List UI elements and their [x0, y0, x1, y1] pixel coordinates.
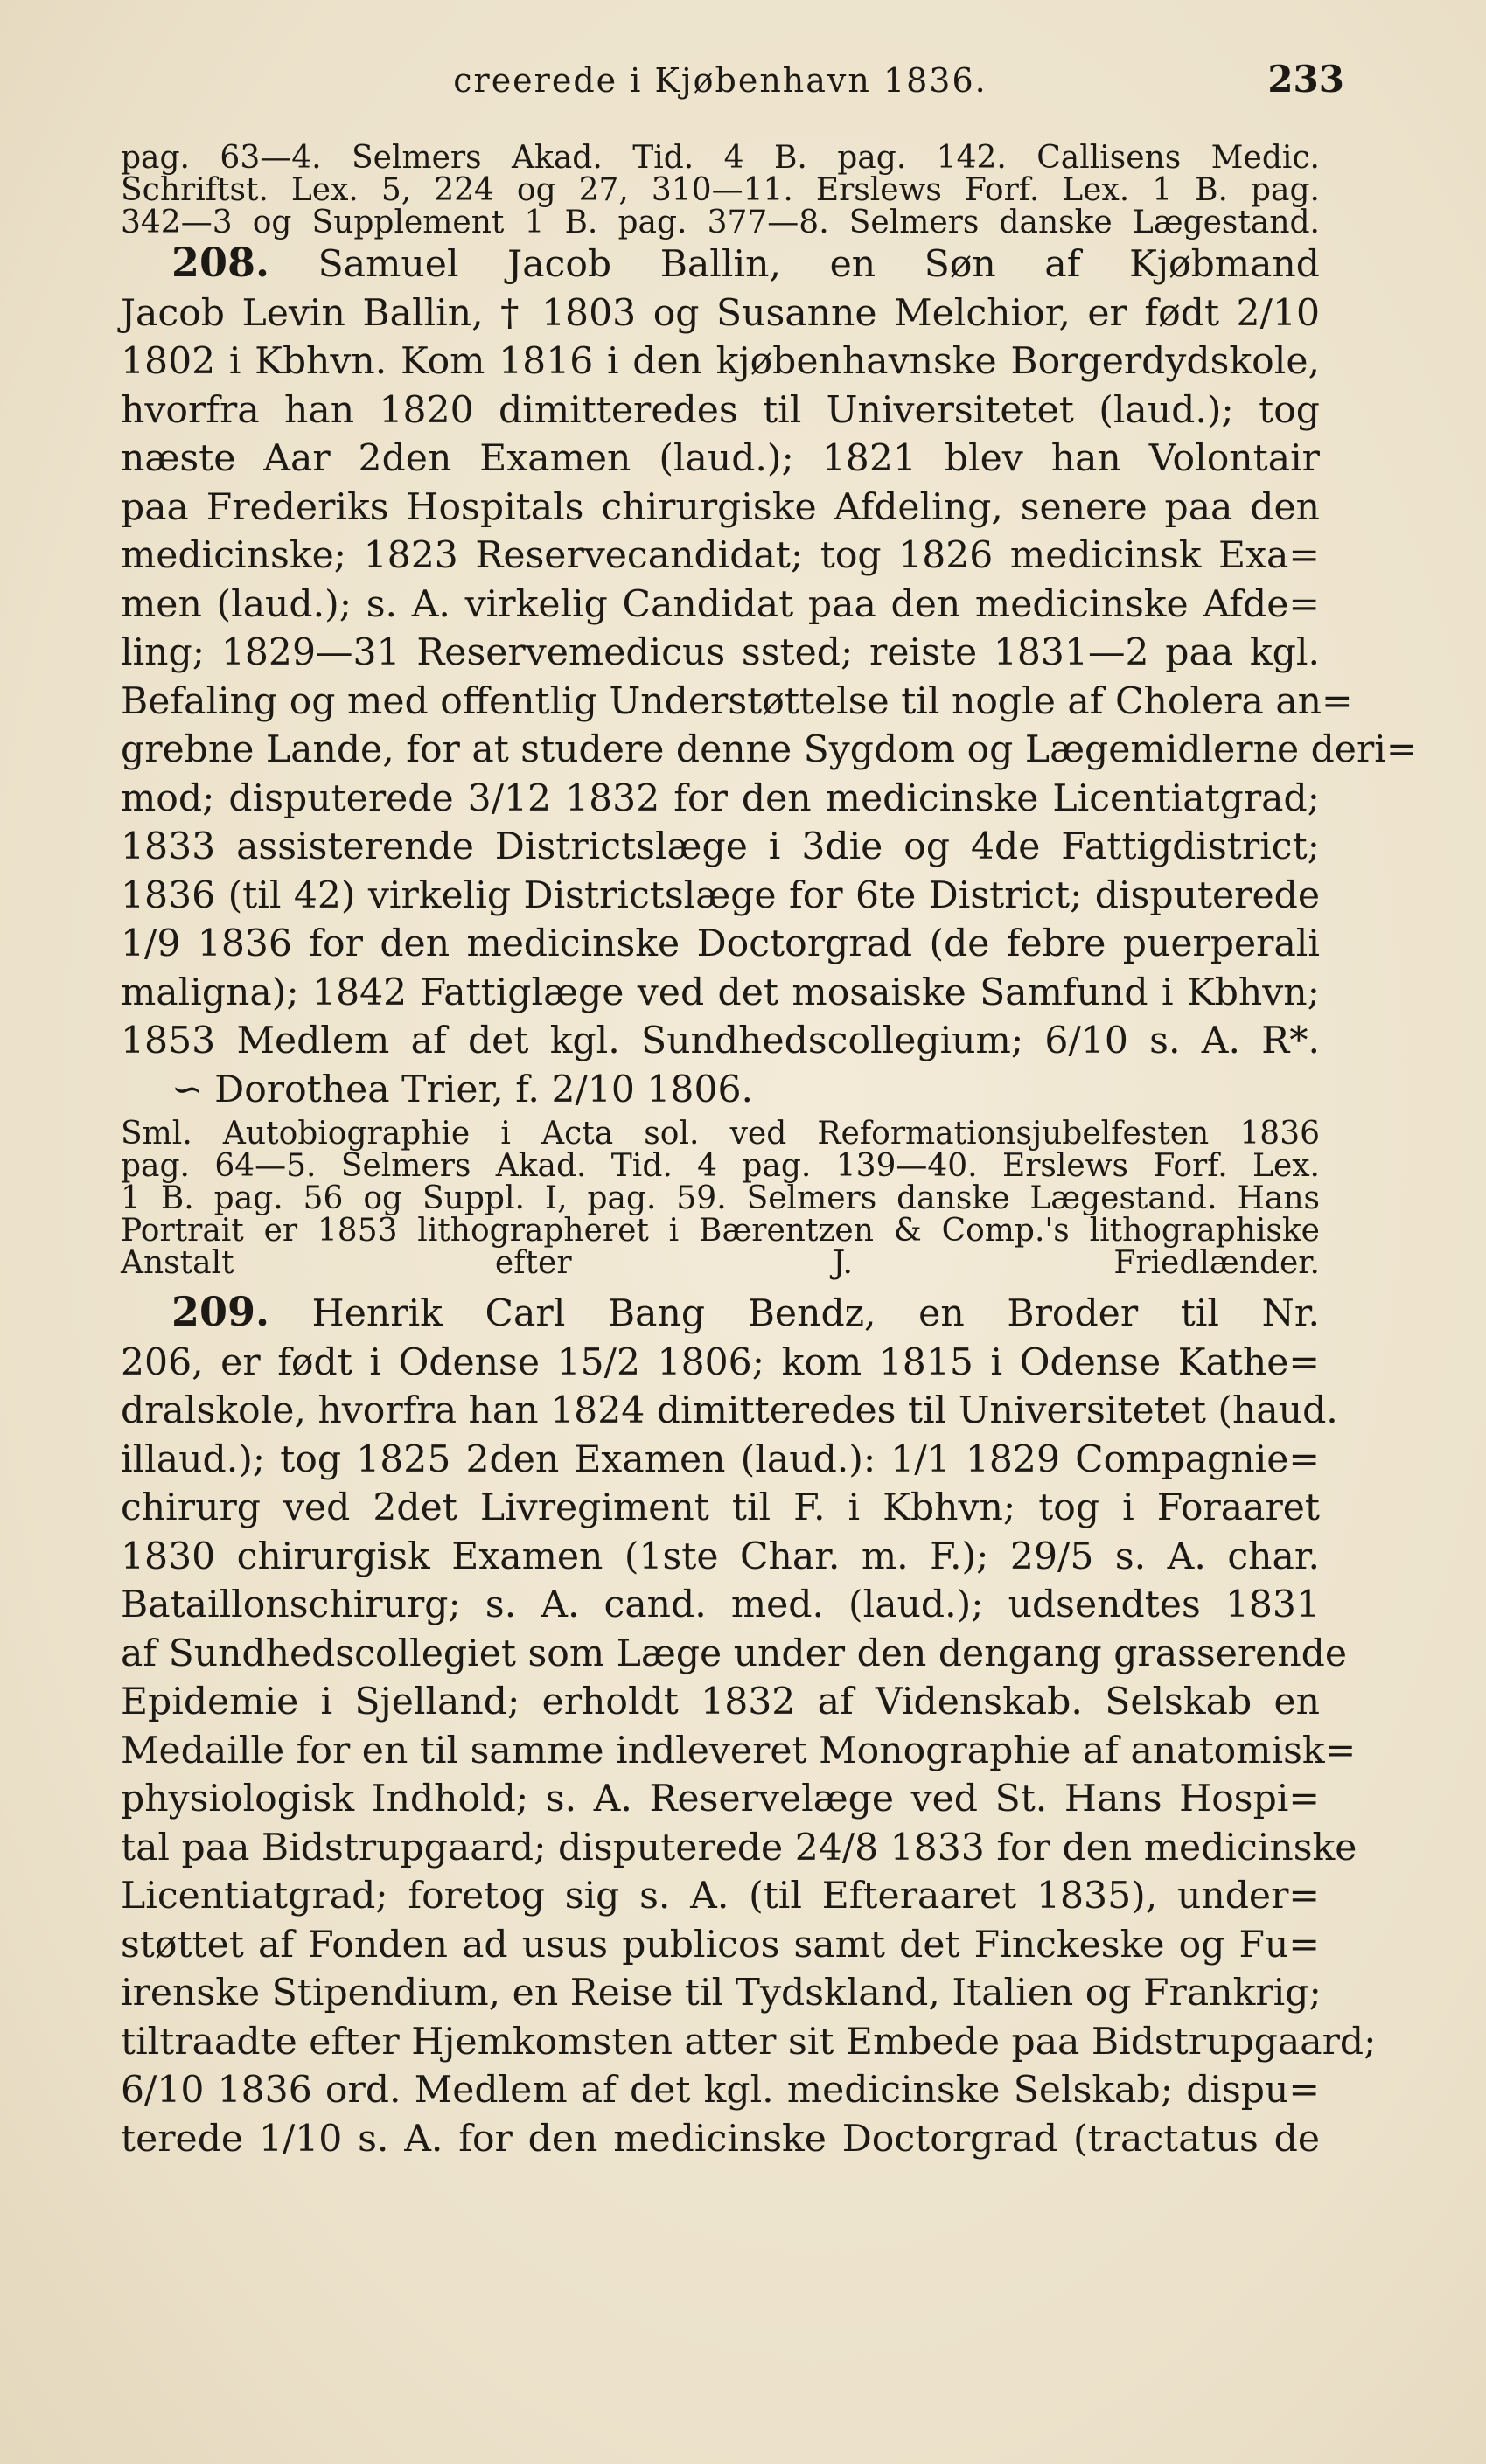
entry-text-line: 1853 Medlem af det kgl. Sundhedscollegium; 6/10 s. A. R*. — [121, 1020, 1320, 1062]
reference-line: 1 B. pag. 56 og Suppl. I, pag. 59. Selmers danske Lægestand. Hans — [121, 1180, 1320, 1216]
entry-text-line: 1836 (til 42) virkelig Districtslæge for 6te District; disputerede — [121, 874, 1320, 917]
entry-text-line: paa Frederiks Hospitals chirurgiske Afdeling, senere paa den — [121, 485, 1320, 529]
page-header — [121, 54, 1344, 107]
reference-line: Sml. Autobiographie i Acta sol. ved Reformationsjubelfesten 1836 — [121, 1116, 1320, 1152]
entry-text-line: Samuel Jacob Ballin, en Søn af Kjøbmand — [317, 243, 1321, 286]
entry-number: 209. — [171, 1288, 270, 1335]
page-number: 233 — [1267, 58, 1344, 101]
reference-line: Portrait er 1853 lithographeret i Bærentzen & Comp.'s lithographiske — [121, 1213, 1320, 1249]
entry-208 — [121, 239, 1418, 1114]
entry-text-line: tiltraadte efter Hjemkomsten atter sit Embede paa Bidstrupgaard; — [121, 2020, 1377, 2064]
entry-first-line — [121, 239, 1320, 289]
entry-text-line: hvorfra han 1820 dimitteredes til Universitetet (laud.); tog — [121, 388, 1320, 432]
entry-text-line: Medaille for en til samme indleveret Monographie af anatomisk= — [121, 1729, 1357, 1772]
entry-text-line: men (laud.); s. A. virkelig Candidat paa den medicinske Afde= — [121, 582, 1320, 626]
entry-text-line: chirurg ved 2det Livregiment til F. i Kbhvn; tog i Foraaret — [121, 1486, 1320, 1529]
entry-text-line: Licentiatgrad; foretog sig s. A. (til Efteraaret 1835), under= — [121, 1875, 1320, 1918]
entry-text-line: Epidemie i Sjelland; erholdt 1832 af Videnskab. Selskab en — [121, 1681, 1320, 1723]
entry-text-line: illaud.); tog 1825 2den Examen (laud.): 1/1 1829 Compagnie= — [121, 1437, 1320, 1481]
entry-text-line: terede 1/10 s. A. for den medicinske Doctorgrad (tractatus de — [121, 2117, 1320, 2161]
entry-text-line: 1833 assisterende Districtslæge i 3die og 4de Fattigdistrict; — [121, 825, 1320, 868]
entry-text-line: medicinske; 1823 Reservecandidat; tog 1826 medicinsk Exa= — [121, 534, 1320, 577]
entry-text-line: grebne Lande, for at studere denne Sygdom og Lægemidlerne deri= — [121, 728, 1418, 771]
entry-text-line: dralskole, hvorfra han 1824 dimitteredes til Universitetet (haud. — [121, 1389, 1338, 1432]
entry-text-line: 1/9 1836 for den medicinske Doctorgrad (de febre puerperali — [121, 922, 1320, 965]
entry-text-line: næste Aar 2den Examen (laud.); 1821 blev han Volontair — [121, 437, 1320, 480]
entry-209 — [121, 1288, 1377, 2163]
entry-text-line: 1830 chirurgisk Examen (1ste Char. m. F.); 29/5 s. A. char. — [121, 1535, 1320, 1578]
entry-text-line: irenske Stipendium, en Reise til Tydskland, Italien og Frankrig; — [121, 1972, 1322, 2015]
entry-text-line: Bataillonschirurg; s. A. cand. med. (laud.); udsendtes 1831 — [121, 1584, 1320, 1626]
reference-line: pag. 64—5. Selmers Akad. Tid. 4 pag. 139—40. Erslews Forf. Lex. — [121, 1148, 1320, 1184]
entry-first-line — [121, 1288, 1320, 1339]
entry-number: 208. — [171, 239, 270, 286]
entry-text-line: maligna); 1842 Fattiglæge ved det mosaiske Samfund i Kbhvn; — [121, 971, 1320, 1014]
entry-text-line: physiologisk Indhold; s. A. Reservelæge ved St. Hans Hospi= — [121, 1778, 1320, 1820]
reference-line: pag. 63—4. Selmers Akad. Tid. 4 B. pag. 142. Callisens Medic. — [121, 140, 1320, 176]
reference-line: Anstalt efter J. Friedlænder. — [121, 1245, 1320, 1281]
entry-text-line: 6/10 1836 ord. Medlem af det kgl. medicinske Selskab; dispu= — [121, 2069, 1320, 2112]
running-title: creerede i Kjøbenhavn 1836. — [453, 61, 987, 100]
entry-text-line: støttet af Fonden ad usus publicos samt det Finckeske og Fu= — [121, 1923, 1320, 1966]
reference-line: Schriftst. Lex. 5, 224 og 27, 310—11. Erslews Forf. Lex. 1 B. pag. — [121, 172, 1320, 208]
entry-text-line: ling; 1829—31 Reservemedicus ssted; reiste 1831—2 paa kgl. — [121, 631, 1320, 674]
reference-block-2 — [121, 1117, 1320, 1279]
entry-text-line: Henrik Carl Bang Bendz, en Broder til Nr. — [311, 1292, 1320, 1335]
entry-text-line: 1802 i Kbhvn. Kom 1816 i den kjøbenhavnske Borgerdydskole, — [121, 340, 1320, 383]
entry-text-line: Befaling og med offentlig Understøttelse til nogle af Cholera an= — [121, 679, 1353, 723]
entry-text-line: Jacob Levin Ballin, † 1803 og Susanne Melchior, er født 2/10 — [121, 291, 1320, 335]
entry-marriage-line: ∽ Dorothea Trier, f. 2/10 1806. — [171, 1068, 754, 1111]
entry-text-line: mod; disputerede 3/12 1832 for den medicinske Licentiatgrad; — [121, 776, 1320, 820]
reference-line: 342—3 og Supplement 1 B. pag. 377—8. Selmers danske Lægestand. — [121, 205, 1320, 240]
entry-text-line: af Sundhedscollegiet som Læge under den dengang grasserende — [121, 1632, 1348, 1675]
entry-text-line: 206, er født i Odense 15/2 1806; kom 1815 i Odense Kathe= — [121, 1340, 1320, 1384]
reference-block-1 — [121, 142, 1320, 239]
entry-text-line: tal paa Bidstrupgaard; disputerede 24/8 1833 for den medicinske — [121, 1826, 1357, 1869]
